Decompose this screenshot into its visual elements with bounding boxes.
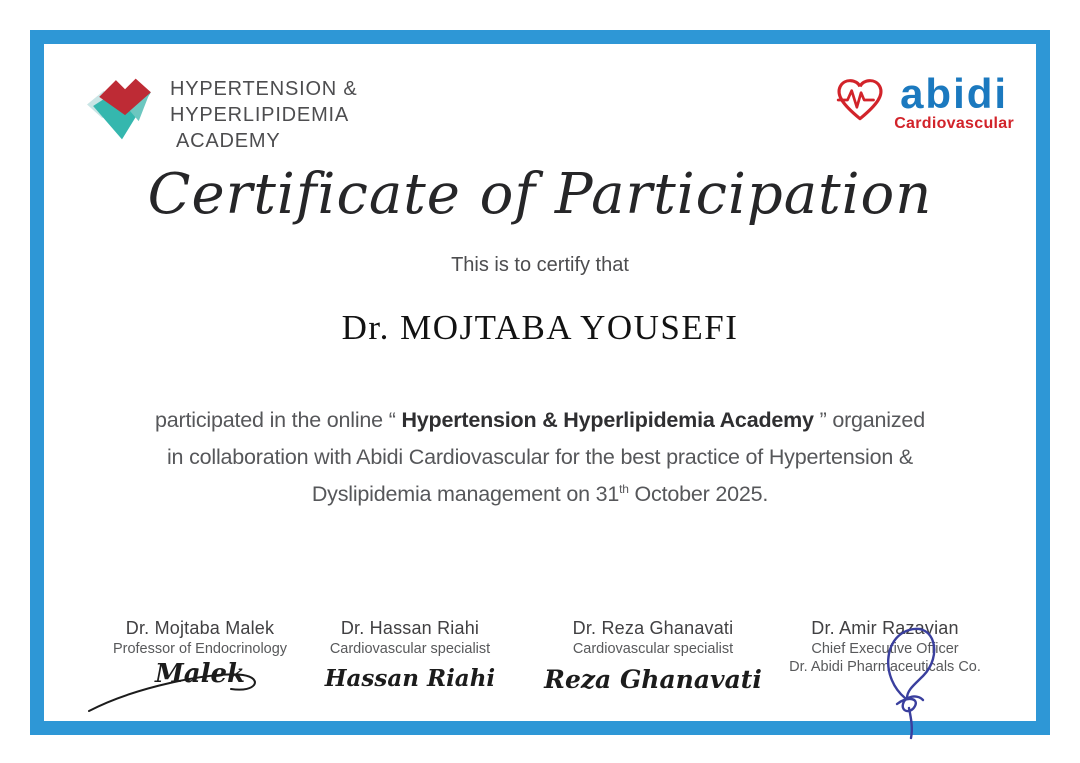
- certify-line: This is to certify that: [451, 254, 629, 276]
- signatory-title: Cardiovascular specialist: [572, 641, 734, 657]
- signatory-name: Dr. Amir Razavian: [811, 618, 959, 638]
- body-line1: [90, 402, 990, 439]
- signatory-title2: Dr. Abidi Pharmaceuticals Co.: [789, 659, 981, 675]
- body-line3-post: October 2025.: [628, 482, 769, 506]
- body-line3-pre: Dyslipidemia management on 31: [311, 482, 620, 506]
- signatory-title: Chief Executive Officer: [811, 641, 959, 657]
- academy-heart-icon: [84, 68, 160, 150]
- academy-logo-text: [170, 68, 358, 154]
- signatory-reza-ghanavati: [528, 618, 778, 694]
- signatory-name: Dr. Reza Ghanavati: [572, 618, 734, 638]
- body-line3-superscript: th: [619, 481, 629, 496]
- body-line1-bold: Hypertension & Hyperlipidemia Academy: [401, 408, 814, 432]
- academy-logo: [84, 68, 358, 154]
- certificate-body: [90, 402, 990, 513]
- academy-logo-line1: HYPERTENSION &: [170, 78, 358, 100]
- abidi-heart-ecg-icon: [834, 76, 886, 124]
- body-line1-post: ” organized: [813, 408, 925, 432]
- body-line2: in collaboration with Abidi Cardiovascular for the best practice of Hypertension &: [166, 445, 914, 469]
- body-line1-pre: participated in the online “: [155, 408, 402, 432]
- abidi-wordmark: abidi: [900, 70, 1009, 117]
- signature-handwriting: Hassan Riahi: [324, 665, 496, 692]
- signatory-amir-razavian: [760, 618, 1010, 675]
- signatory-hassan-riahi: [285, 618, 535, 692]
- signatory-name: Dr. Hassan Riahi: [340, 618, 480, 638]
- signatory-name: Dr. Mojtaba Malek: [125, 618, 275, 638]
- abidi-logo: [834, 70, 1014, 133]
- body-line3: [90, 476, 990, 513]
- signature-text: Malek: [154, 659, 246, 689]
- abidi-subtitle: Cardiovascular: [894, 115, 1014, 132]
- academy-logo-line2: HYPERLIPIDEMIA: [170, 104, 350, 126]
- recipient-name: Dr. MOJTABA YOUSEFI: [341, 308, 739, 347]
- signatory-title: Professor of Endocrinology: [112, 641, 288, 657]
- academy-logo-line3: ACADEMY: [176, 130, 281, 152]
- certificate-title: Certificate of Participation: [147, 162, 933, 227]
- signatory-title: Cardiovascular specialist: [329, 641, 491, 657]
- signature-handwriting: Reza Ghanavati: [544, 665, 762, 694]
